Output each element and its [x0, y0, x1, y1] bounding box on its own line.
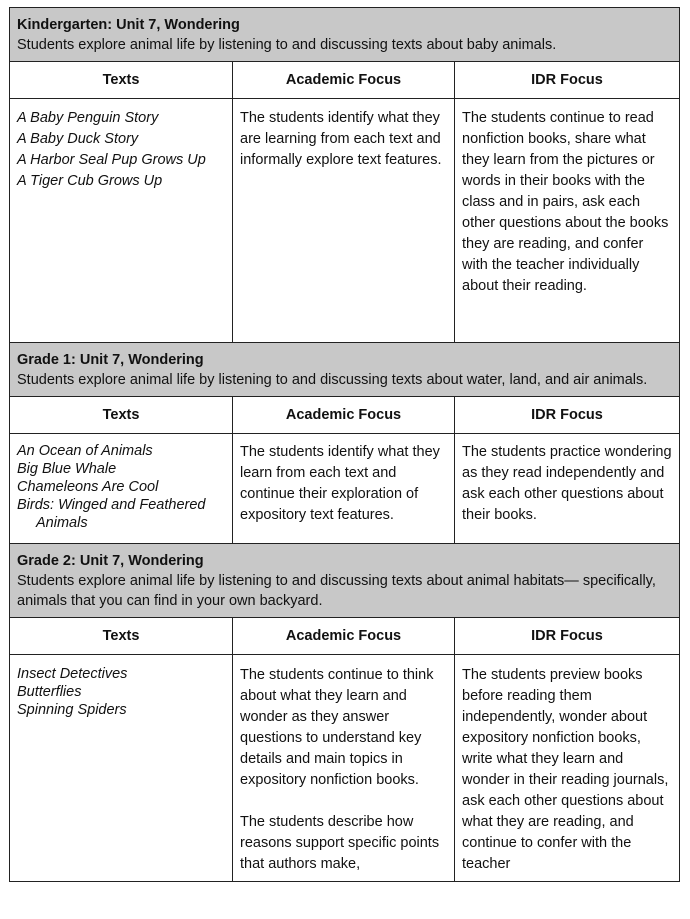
column-header-idr-focus: IDR Focus: [455, 62, 680, 99]
text-title: Birds: Winged and Feathered: [17, 497, 206, 513]
text-title: A Baby Penguin Story: [17, 110, 159, 126]
academic-focus-text: The students identify what they learn from each text and continue their exploration of expository text features.: [240, 444, 440, 523]
academic-focus-cell: [233, 655, 455, 882]
section-band: [10, 544, 680, 618]
section-body-row: [10, 655, 680, 882]
section-description: Students explore animal life by listening to and discussing texts about water, land, and air animals.: [17, 372, 648, 388]
column-header-idr-focus: IDR Focus: [455, 618, 680, 655]
column-header-academic-focus: Academic Focus: [233, 62, 455, 99]
section-title: Grade 2: Unit 7, Wondering: [17, 553, 204, 569]
texts-cell: [10, 655, 233, 882]
section-band: [10, 8, 680, 62]
section-header-row: [10, 8, 680, 62]
column-header-academic-focus: Academic Focus: [233, 618, 455, 655]
text-title-continued: Animals: [36, 515, 88, 531]
section-description: Students explore animal life by listening to and discussing texts about animal habitats— specifically, animals that you can find in your own backyard.: [17, 573, 656, 609]
text-title: A Tiger Cub Grows Up: [17, 173, 163, 189]
section-body-row: [10, 99, 680, 343]
column-header-row: [10, 397, 680, 434]
idr-focus-text: The students practice wondering as they read independently and ask each other questions about their books.: [462, 444, 672, 523]
section-title: Grade 1: Unit 7, Wondering: [17, 352, 204, 368]
academic-focus-text: The students describe how reasons support specific points that authors make,: [240, 814, 440, 872]
idr-focus-text: The students preview books before reading them independently, wonder about expository nonfiction books, write what they learn and wonder in their reading journals, ask each other questions about what they are reading, and continue to confer with the teacher: [462, 667, 669, 872]
curriculum-table: [9, 7, 680, 882]
text-title: Big Blue Whale: [17, 461, 117, 477]
texts-cell: [10, 434, 233, 544]
column-header-row: [10, 62, 680, 99]
academic-focus-cell: [233, 99, 455, 343]
column-header-texts: Texts: [10, 397, 233, 434]
text-title: A Harbor Seal Pup Grows Up: [17, 152, 206, 168]
section-band: [10, 343, 680, 397]
column-header-texts: Texts: [10, 62, 233, 99]
section-header-row: [10, 544, 680, 618]
curriculum-sheet: [9, 7, 679, 882]
section-description: Students explore animal life by listening to and discussing texts about baby animals.: [17, 37, 557, 53]
text-title: Spinning Spiders: [17, 702, 127, 718]
text-title: Butterflies: [17, 684, 82, 700]
idr-focus-text: The students continue to read nonfiction books, share what they learn from the pictures or words in their books with the class and in pairs, ask each other questions about the books they are reading, and confer with the teacher individually about their reading.: [462, 110, 669, 294]
section-title: Kindergarten: Unit 7, Wondering: [17, 17, 240, 33]
idr-focus-cell: [455, 655, 680, 882]
text-title: Insect Detectives: [17, 666, 128, 682]
column-header-row: [10, 618, 680, 655]
column-header-idr-focus: IDR Focus: [455, 397, 680, 434]
idr-focus-cell: [455, 99, 680, 343]
column-header-texts: Texts: [10, 618, 233, 655]
academic-focus-text: The students identify what they are learning from each text and informally explore text features.: [240, 110, 442, 168]
academic-focus-cell: [233, 434, 455, 544]
text-title: Chameleons Are Cool: [17, 479, 159, 495]
section-header-row: [10, 343, 680, 397]
academic-focus-text: The students continue to think about what they learn and wonder as they answer questions to understand key details and main topics in expository nonfiction books.: [240, 667, 434, 788]
text-title: An Ocean of Animals: [17, 443, 153, 459]
idr-focus-cell: [455, 434, 680, 544]
column-header-academic-focus: Academic Focus: [233, 397, 455, 434]
section-body-row: [10, 434, 680, 544]
text-title: A Baby Duck Story: [17, 131, 139, 147]
texts-cell: [10, 99, 233, 343]
